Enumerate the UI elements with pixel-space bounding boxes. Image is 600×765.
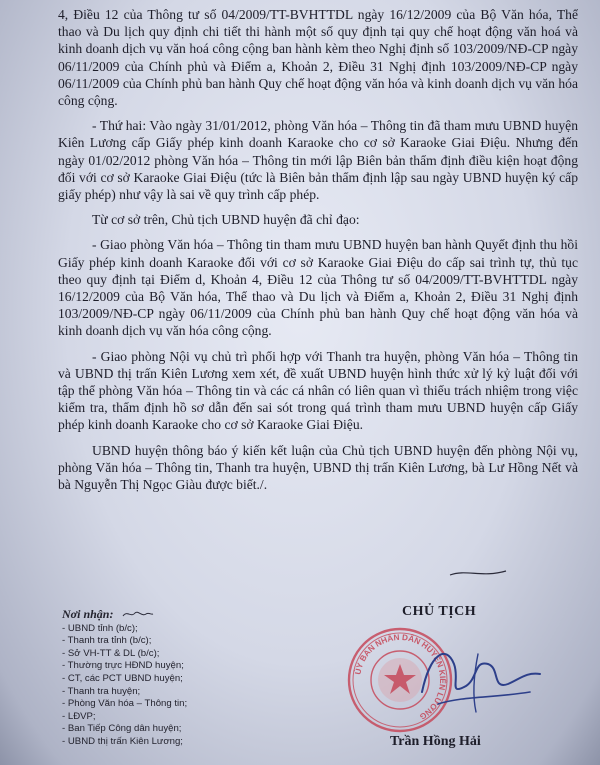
paragraph-second-point: - Thứ hai: Vào ngày 31/01/2012, phòng Văn hóa – Thông tin đã tham mưu UBND huyện Kiên Lương cấp Giấy phép kinh doanh Karaoke cho cơ sở Karaoke Giai Điệu. Nhưng đến ngày 01/02/2012 phòng Văn hóa – Thông tin mới lập Biên bản thẩm định điều kiện hoạt động đối với cơ sở Karaoke Giai Điệu (tức là Biên bản thẩm định lập sau ngày UBND huyện ký cấp giấy phép) như vậy là sai về quy trình cấp phép. [58, 118, 578, 203]
flourish-mark [448, 566, 508, 580]
recipient-item: - UBND thị trấn Kiên Lương; [62, 735, 183, 747]
signer-name: Trần Hồng Hải [390, 734, 481, 749]
recipients-heading: Nơi nhận: [62, 607, 114, 621]
recipient-item: - Sở VH-TT & DL (b/c); [62, 647, 160, 659]
recipient-item: - Thanh tra huyện; [62, 685, 141, 697]
seal-text: ỦY BAN NHÂN DÂN HUYỆN KIÊN LƯƠNG [353, 632, 448, 722]
recipient-item: - UBND tỉnh (b/c); [62, 622, 138, 634]
recipient-item: - CT, các PCT UBND huyện; [62, 672, 183, 684]
paragraph-directive-discipline: - Giao phòng Nội vụ chủ trì phối hợp với Thanh tra huyện, phòng Văn hóa – Thông tin và UBND thị trấn Kiên Lương xem xét, đề xuất UBND huyện hình thức xử lý kỷ luật đối với tập thể phòng Văn hóa – Thông tin và các cá nhân có liên quan vì thiếu trách nhiệm trong việc kiểm tra, thẩm định hồ sơ dẫn đến sai sót trong quá trình tham mưu UBND huyện cấp Giấy phép kinh doanh Karaoke cho cơ sở Karaoke Giai Điệu. [58, 348, 578, 433]
recipient-item: - Phòng Văn hóa – Thông tin; [62, 698, 188, 710]
recipient-item: - Ban Tiếp Công dân huyện; [62, 723, 182, 735]
handwritten-mark [122, 608, 154, 620]
paragraph-directive-intro: Từ cơ sở trên, Chủ tịch UBND huyện đã chỉ đạo: [92, 212, 360, 228]
paragraph-conclusion: UBND huyện thông báo ý kiến kết luận của Chủ tịch UBND huyện đến phòng Nội vụ, phòng Văn hóa – Thông tin, Thanh tra huyện, UBND thị trấn Kiên Lương, bà Lư Hồng Nết và bà Nguyễn Thị Ngọc Giàu được biết./. [58, 442, 578, 493]
recipient-item: - Thanh tra tỉnh (b/c); [62, 635, 152, 647]
recipients-list [62, 608, 312, 749]
paragraph-legal-basis: 4, Điều 12 của Thông tư số 04/2009/TT-BVHTTDL ngày 16/12/2009 của Bộ Văn hóa, Thể thao và Du lịch quy định chi tiết thi hành một số quy định tại quy chế hoạt động văn hoá và kinh doanh dịch vụ văn hoá công cộng ban hành kèm theo Nghị định số 103/2009/NĐ-CP ngày 06/11/2009 của Chính phủ và Điểm a, Khoản 2, Điều 31 Nghị định 103/2009/NĐ-CP ngày 06/11/2009 của Chính phủ ban hành Quy chế hoạt động văn hóa và kinh doanh dịch vụ văn hóa công cộng. [58, 7, 578, 109]
recipient-item: - LĐVP; [62, 710, 96, 722]
signature-title: CHỦ TỊCH [402, 604, 477, 619]
document-body [58, 6, 578, 501]
paragraph-directive-revoke: - Giao phòng Văn hóa – Thông tin tham mưu UBND huyện ban hành Quyết định thu hồi Giấy phép kinh doanh Karaoke đối với cơ sở Karaoke Giai Điệu do cấp sai trình tự, thủ tục theo quy định tại Điểm d, Khoản 4, Điều 12 của Thông tư số 04/2009/TT-BVHTTDL ngày 16/12/2009 của Bộ Văn hóa, Thể thao và Du lịch và Điểm a, Khoản 2, Điều 31 Nghị định 103/2009/NĐ-CP ngày 06/11/2009 của Chính phủ ban hành Quy chế hoạt động văn hóa và kinh doanh dịch vụ văn hóa công cộng. [58, 237, 578, 339]
recipient-item: - Thường trực HĐND huyện; [62, 660, 184, 672]
handwritten-signature [408, 634, 548, 724]
